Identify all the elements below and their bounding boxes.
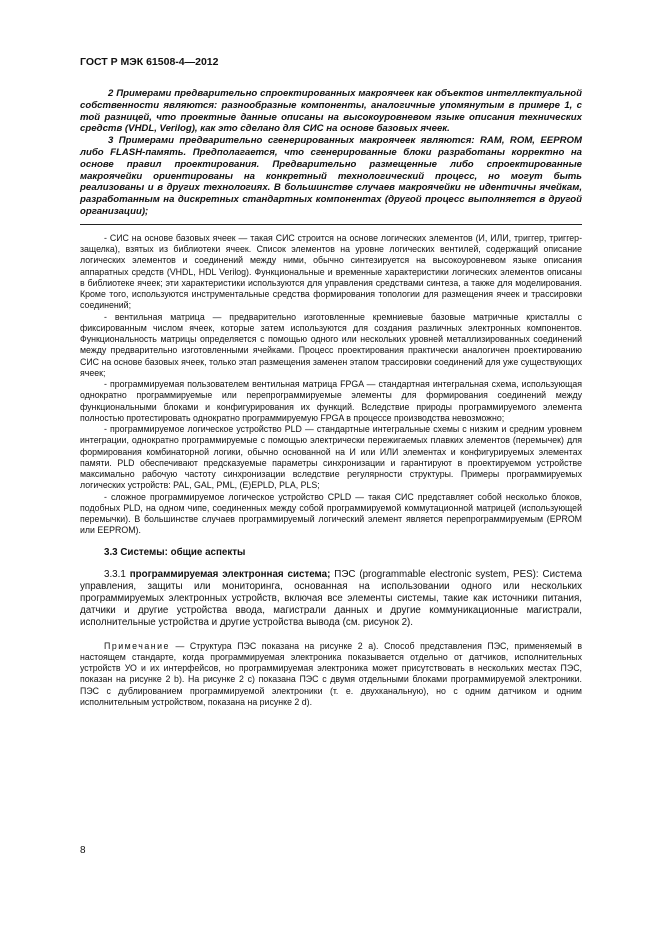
page-content <box>80 88 582 708</box>
note-paragraph <box>80 641 582 709</box>
separator-line <box>80 224 582 225</box>
definition-text: ПЭС (programmable electronic system, PES): Система управления, защиты или мониторинга, основанная на использовании одного или нескольких программируемых электронных устройств, включая все элементы системы, такие как источники питания, датчики и другие устройства ввода, магистрали данных и другие коммуникационные магистрали, исполнительные устройства и другие устройства вывода (см. рисунок 2). <box>80 568 582 629</box>
example-2: 2 Примерами предварительно спроектированных макроячеек как объектов интеллектуальной собственности являются: разнообразные компоненты, аналогичные упомянутым в примере 1, с той разницей, что проектные данные описаны на высокоуровневом языке описания технических средств (VHDL, Verilog), как это сделано для СИС на основе базовых ячеек. <box>80 88 582 135</box>
note-label: Примечание <box>104 640 170 651</box>
list-item: - вентильная матрица — предварительно изготовленные кремниевые базовые матричные кристаллы с фиксированным числом ячеек, которые затем используются для создания различных электронных компонентов. Функциональность матрицы определяется с помощью одного или нескольких уровней металлизированных соединений между предварительно изготовленными ячейками. Процесс проектирования практически аналогичен проектированию СИС на основе базовых ячеек, только этап размещения заменен этапом трассировки соединений для уже существующих ячеек; <box>80 311 582 378</box>
list-item: - СИС на основе базовых ячеек — такая СИС строится на основе логических элементов (И, ИЛИ, триггер, триггер-защелка), взятых из библиотеки ячеек. Список элементов на уровне логических вентилей, содержащий описание логических элементов и соединений между ними, обычно синтезируется на высокоуровневом языке описания аппаратных средств (VHDL, HDL Verilog). Функциональные и временные характеристики логических элементов описаны в библиотеке ячеек; эти характеристики используются для управления средствами синтеза, а также для моделирования. Кроме того, используются инструментальные средства формирования топологии для размещения ячеек и трассировки соединений; <box>80 232 582 311</box>
section-heading: 3.3 Системы: общие аспекты <box>104 546 246 558</box>
list-item: - программируемая пользователем вентильная матрица FPGA — стандартная интегральная схема, использующая однократно программируемые или перепрограммируемые элементы для формирования соединений между функциональными блоками и конфигурирования их функций. Вследствие природы программируемого элемента полностью протестировать однократно программируемую FPGA в процессе производства невозможно; <box>80 379 582 423</box>
example-3: 3 Примерами предварительно сгенерированных макроячеек являются: RAM, ROM, EEPROM либо FLASH-память. Предполагается, что сгенерированные блоки разработаны корректно на основе правил проектирования. Предварительно размещенные либо спроектированные макроячейки ориентированы на конкретный технологический процесс, но могут быть реализованы и в других технологиях. В большинстве случаев макроячейки не идентичны ячейкам, разработанным на дискретных стандартных компонентах (другой процесс выполняется в другой организации); <box>80 135 582 217</box>
list-item: - сложное программируемое логическое устройство CPLD — такая СИС представляет собой несколько блоков, подобных PLD, на одном чипе, соединенных между собой программируемой коммутационной матрицей (использующей перемычки). В большинстве случаев программируемый логический элемент является перепрограммируемым (EPROM или EEPROM). <box>80 491 582 536</box>
document-header: ГОСТ Р МЭК 61508-4—2012 <box>80 56 219 68</box>
definition-number: 3.3.1 <box>104 568 126 580</box>
list-item: - программируемое логическое устройство PLD — стандартные интегральные схемы с низким и средним уровнем интеграции, однократно программируемые с помощью электрически пережигаемых плавких элементов (перемычек) для формирования комбинаторной логики, обычно основанной на И или ИЛИ элементах и конфигурируемых элементах памяти. PLD обеспечивают предсказуемые параметры синхронизации и гарантируют в проектируемом устройстве максимально рабочую частоту синхронизации вследствие регулярности структуры. Примеры программируемых логических устройств: PAL, GAL, PML, (E)EPLD, PLA, PLS; <box>80 424 582 491</box>
page-number: 8 <box>80 845 86 856</box>
note-text: — Структура ПЭС показана на рисунке 2 а). Способ представления ПЭС, применяемый в настоящем стандарте, когда программируемая электроника показывается отдельно от датчиков, исполнительных устройств УО и их интерфейсов, но программируемая электроника может присутствовать в нескольких местах ПЭС, показан на рисунке 2 b). На рисунке 2 с) показана ПЭС с двумя отдельными блоками программируемой электроники. ПЭС с дублированием программируемой электроники (т. е. двухканальную), но с одним датчиком и одним исполнительным устройством, показана на рисунке 2 d). <box>80 640 582 707</box>
definition-paragraph <box>80 569 582 630</box>
definition-term: программируемая электронная система; <box>129 568 331 580</box>
